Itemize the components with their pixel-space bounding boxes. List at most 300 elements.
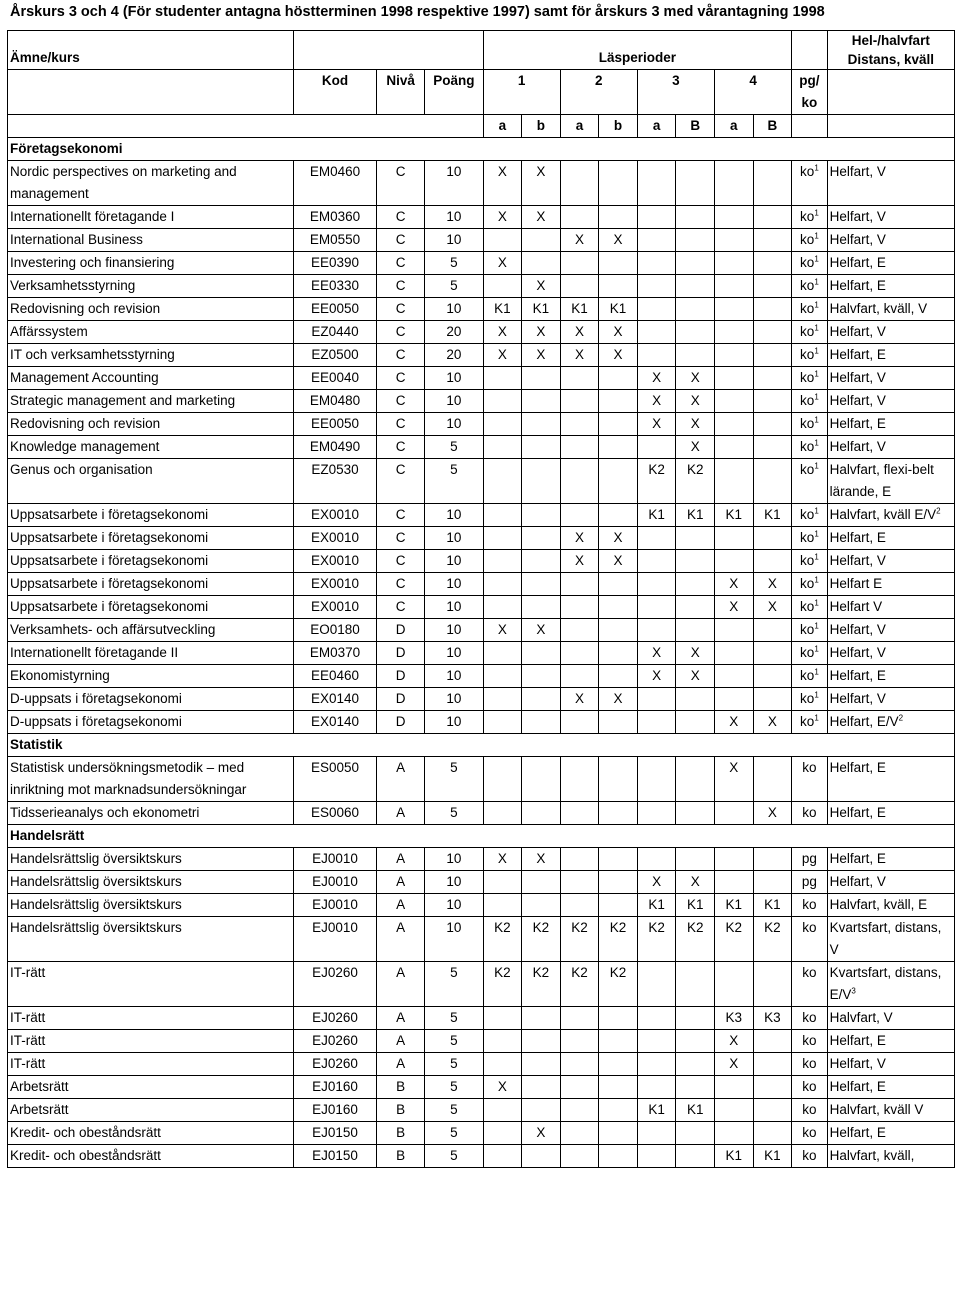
period-mark: X [676, 642, 715, 665]
period-mark [637, 275, 676, 298]
course-code: EJ0010 [293, 871, 376, 894]
period-mark [715, 1099, 754, 1122]
period-mark [753, 1076, 792, 1099]
study-mode [827, 229, 954, 252]
course-points: 10 [425, 688, 483, 711]
grade-value: ko [800, 164, 815, 179]
period-mark [715, 413, 754, 436]
period-mark [522, 711, 561, 734]
period-mark: X [599, 688, 638, 711]
period-mark [676, 1007, 715, 1030]
grade-footnote: 1 [814, 231, 819, 241]
study-mode [827, 459, 954, 504]
course-points: 5 [425, 1099, 483, 1122]
course-name: Management Accounting [8, 367, 294, 390]
grade-cell [792, 229, 827, 252]
header-row-1 [8, 31, 955, 70]
course-points: 5 [425, 1122, 483, 1145]
period-mark [753, 344, 792, 367]
table-row [8, 1053, 955, 1076]
course-name: Redovisning och revision [8, 298, 294, 321]
study-mode-text: Helfart, V [829, 874, 886, 889]
period-mark [637, 573, 676, 596]
section-title: Företagsekonomi [8, 138, 955, 161]
grade-cell [792, 504, 827, 527]
grade-value: ko [800, 439, 815, 454]
study-mode [827, 802, 954, 825]
period-mark [599, 1099, 638, 1122]
period-mark: X [599, 229, 638, 252]
grade-value: ko [800, 599, 815, 614]
course-points: 10 [425, 229, 483, 252]
period-mark [599, 848, 638, 871]
grade-footnote: 1 [814, 461, 819, 471]
period-mark: X [715, 573, 754, 596]
study-mode-text: Halvfart, kväll E/V [829, 507, 937, 522]
period-mark [753, 206, 792, 229]
grade-footnote: 1 [814, 254, 819, 264]
period-mark: K3 [753, 1007, 792, 1030]
study-mode [827, 573, 954, 596]
course-level: C [377, 344, 425, 367]
period-mark: X [637, 642, 676, 665]
course-code: EZ0440 [293, 321, 376, 344]
course-code: EE0330 [293, 275, 376, 298]
study-mode [827, 1099, 954, 1122]
period-mark [637, 1053, 676, 1076]
table-row [8, 504, 955, 527]
study-mode-text: Helfart, V [829, 645, 886, 660]
period-mark [715, 206, 754, 229]
period-mark [599, 642, 638, 665]
grade-value: ko [800, 668, 815, 683]
period-mark [599, 275, 638, 298]
period-mark [522, 688, 561, 711]
period-mark: K1 [599, 298, 638, 321]
period-mark [753, 962, 792, 1007]
study-mode-text: Halvfart, kväll, E [829, 897, 928, 912]
course-level: C [377, 367, 425, 390]
sub-header-4b: B [753, 115, 792, 138]
period-mark [599, 161, 638, 206]
course-level: A [377, 962, 425, 1007]
course-points: 10 [425, 504, 483, 527]
period-mark [715, 642, 754, 665]
sub-header-3b: B [676, 115, 715, 138]
study-mode-text: Helfart, E [829, 851, 886, 866]
period-mark: X [560, 527, 599, 550]
study-mode [827, 367, 954, 390]
grade-cell [792, 757, 827, 802]
course-name: Affärssystem [8, 321, 294, 344]
sub-header-4a: a [715, 115, 754, 138]
course-name: Tidsserieanalys och ekonometri [8, 802, 294, 825]
study-mode-text: Helfart, E [829, 530, 886, 545]
period-mark: X [599, 321, 638, 344]
course-name: IT-rätt [8, 1053, 294, 1076]
grade-value: pg [801, 851, 817, 866]
study-mode-text: Helfart, E [829, 416, 886, 431]
course-points: 10 [425, 367, 483, 390]
grade-footnote: 1 [814, 346, 819, 356]
course-level: A [377, 871, 425, 894]
grade-value: ko [802, 1056, 817, 1071]
period-mark: X [483, 848, 522, 871]
table-row [8, 344, 955, 367]
period-mark [522, 894, 561, 917]
course-level: A [377, 1007, 425, 1030]
period-mark [753, 161, 792, 206]
grade-value: ko [802, 760, 817, 775]
period-mark [753, 527, 792, 550]
period-mark: X [483, 161, 522, 206]
period-mark [637, 619, 676, 642]
table-row [8, 436, 955, 459]
period-mark: X [522, 344, 561, 367]
period-mark: K2 [522, 917, 561, 962]
grade-footnote: 1 [814, 208, 819, 218]
grade-value: ko [802, 1079, 817, 1094]
course-code: EM0490 [293, 436, 376, 459]
period-mark [483, 436, 522, 459]
period-mark: X [637, 390, 676, 413]
period-mark [560, 596, 599, 619]
period-mark [637, 848, 676, 871]
study-mode-text: Helfart, V [829, 324, 886, 339]
period-mark [599, 1030, 638, 1053]
course-level: C [377, 275, 425, 298]
grade-value: ko [802, 897, 817, 912]
period-mark [676, 550, 715, 573]
period-mark: K2 [483, 962, 522, 1007]
course-points: 10 [425, 619, 483, 642]
mode-footnote: 2 [936, 506, 941, 516]
course-code: EM0550 [293, 229, 376, 252]
period-mark: X [676, 871, 715, 894]
section-row [8, 734, 955, 757]
period-mark [560, 1007, 599, 1030]
course-code: EM0460 [293, 161, 376, 206]
period-mark: X [753, 573, 792, 596]
period-mark [522, 1053, 561, 1076]
period-mark [676, 527, 715, 550]
period-mark [753, 642, 792, 665]
course-level: B [377, 1099, 425, 1122]
sub-header-2a: a [560, 115, 599, 138]
period-mark [715, 161, 754, 206]
course-points: 5 [425, 1076, 483, 1099]
grade-cell [792, 573, 827, 596]
grade-value: ko [800, 255, 815, 270]
period-mark [560, 802, 599, 825]
course-points: 10 [425, 413, 483, 436]
study-mode-text: Helfart, V [829, 393, 886, 408]
study-mode-text: Helfart, E [829, 760, 886, 775]
grade-cell [792, 413, 827, 436]
course-level: D [377, 665, 425, 688]
course-points: 5 [425, 802, 483, 825]
period-mark [753, 1122, 792, 1145]
grade-value: ko [800, 462, 815, 477]
period-mark [715, 619, 754, 642]
period-mark [560, 1076, 599, 1099]
grade-cell [792, 665, 827, 688]
period-mark: X [599, 550, 638, 573]
grade-cell [792, 1007, 827, 1030]
period-mark [715, 321, 754, 344]
period-mark [522, 1076, 561, 1099]
period-mark: X [715, 596, 754, 619]
mode-header-line2: Distans, kväll [847, 52, 934, 67]
period-mark: K2 [715, 917, 754, 962]
period-mark [599, 1076, 638, 1099]
course-level: B [377, 1145, 425, 1168]
study-mode-text: Helfart, V [829, 209, 886, 224]
table-row [8, 711, 955, 734]
period-mark: X [753, 802, 792, 825]
grade-footnote: 1 [814, 392, 819, 402]
course-name: Strategic management and marketing [8, 390, 294, 413]
section-title: Statistik [8, 734, 955, 757]
course-points: 10 [425, 573, 483, 596]
study-mode [827, 871, 954, 894]
course-points: 10 [425, 848, 483, 871]
period-mark: X [599, 527, 638, 550]
period-mark: K1 [676, 504, 715, 527]
table-row [8, 802, 955, 825]
period-mark [715, 802, 754, 825]
study-mode [827, 848, 954, 871]
table-row [8, 1099, 955, 1122]
period-mark [483, 367, 522, 390]
mode-footnote: 3 [851, 986, 856, 996]
study-mode-text: Helfart, E [829, 668, 886, 683]
course-level: D [377, 711, 425, 734]
course-code: EJ0010 [293, 894, 376, 917]
period-mark: X [560, 550, 599, 573]
study-mode-text: Helfart, V [829, 370, 886, 385]
period-mark [637, 229, 676, 252]
study-mode [827, 344, 954, 367]
period-mark [599, 711, 638, 734]
period-mark [599, 436, 638, 459]
study-mode-text: Helfart, V [829, 232, 886, 247]
study-mode-text: Helfart, V [829, 439, 886, 454]
period-mark [560, 871, 599, 894]
course-code: EJ0160 [293, 1076, 376, 1099]
period-mark: X [599, 344, 638, 367]
study-mode-text: Helfart, E [829, 1079, 886, 1094]
table-row [8, 596, 955, 619]
table-row [8, 1030, 955, 1053]
period-mark [753, 1053, 792, 1076]
period-mark: K2 [483, 917, 522, 962]
course-code: EJ0150 [293, 1122, 376, 1145]
period-mark [483, 871, 522, 894]
period-mark [676, 1145, 715, 1168]
study-mode [827, 619, 954, 642]
period-mark: X [483, 321, 522, 344]
study-mode [827, 1145, 954, 1168]
period-mark [637, 1145, 676, 1168]
grade-cell [792, 390, 827, 413]
period-mark [522, 367, 561, 390]
period-mark [676, 711, 715, 734]
course-code: EJ0260 [293, 1030, 376, 1053]
period-mark: X [676, 367, 715, 390]
period-mark [483, 802, 522, 825]
study-mode [827, 504, 954, 527]
course-name: IT-rätt [8, 1030, 294, 1053]
course-points: 5 [425, 252, 483, 275]
period-mark: X [676, 665, 715, 688]
period-mark: K1 [637, 894, 676, 917]
course-points: 10 [425, 711, 483, 734]
period-mark [599, 596, 638, 619]
period-mark [483, 665, 522, 688]
period-mark: X [715, 1030, 754, 1053]
period-mark: K1 [676, 1099, 715, 1122]
period-mark [522, 436, 561, 459]
period-mark [676, 1053, 715, 1076]
grade-cell [792, 161, 827, 206]
period-mark [753, 848, 792, 871]
course-name: Uppsatsarbete i företagsekonomi [8, 596, 294, 619]
period-mark: K2 [676, 459, 715, 504]
grade-footnote: 1 [814, 438, 819, 448]
period-mark [637, 527, 676, 550]
study-mode-text: Kvartsfart, distans, V [829, 920, 942, 957]
period-mark: X [676, 390, 715, 413]
period-mark [483, 1099, 522, 1122]
table-row [8, 1145, 955, 1168]
table-row [8, 298, 955, 321]
course-points: 10 [425, 161, 483, 206]
period-mark: K1 [676, 894, 715, 917]
period-mark [753, 871, 792, 894]
table-row [8, 665, 955, 688]
course-name: Uppsatsarbete i företagsekonomi [8, 573, 294, 596]
study-mode-text: Helfart, E [829, 1033, 886, 1048]
course-name: Uppsatsarbete i företagsekonomi [8, 527, 294, 550]
course-code: EZ0530 [293, 459, 376, 504]
study-mode [827, 917, 954, 962]
period-mark: X [637, 367, 676, 390]
grade-cell [792, 596, 827, 619]
course-name: IT och verksamhetsstyrning [8, 344, 294, 367]
period-mark [522, 550, 561, 573]
study-mode-text: Kvartsfart, distans, E/V [829, 965, 942, 1002]
study-mode [827, 436, 954, 459]
course-points: 5 [425, 1053, 483, 1076]
period-mark [715, 871, 754, 894]
period-mark [715, 527, 754, 550]
course-code: EX0010 [293, 527, 376, 550]
study-mode-text: Helfart, E [829, 1125, 886, 1140]
sub-header-2b: b [599, 115, 638, 138]
course-code: EJ0160 [293, 1099, 376, 1122]
period-mark [560, 1030, 599, 1053]
course-code: EM0480 [293, 390, 376, 413]
grade-cell [792, 871, 827, 894]
period-mark: K1 [715, 894, 754, 917]
period-mark [637, 1122, 676, 1145]
study-mode [827, 527, 954, 550]
grade-cell [792, 550, 827, 573]
period-mark [676, 962, 715, 1007]
period-mark [753, 252, 792, 275]
period-mark [753, 321, 792, 344]
period-mark [676, 298, 715, 321]
grade-footnote: 1 [814, 506, 819, 516]
course-code: EE0460 [293, 665, 376, 688]
course-points: 10 [425, 642, 483, 665]
period-mark [483, 1145, 522, 1168]
grade-cell [792, 711, 827, 734]
grade-cell [792, 206, 827, 229]
period-mark [560, 642, 599, 665]
period-mark: K1 [483, 298, 522, 321]
course-code: EZ0500 [293, 344, 376, 367]
period-1-header: 1 [483, 70, 560, 115]
course-code: EX0010 [293, 504, 376, 527]
period-mark [483, 550, 522, 573]
period-mark [715, 367, 754, 390]
table-row [8, 161, 955, 206]
period-mark [637, 161, 676, 206]
study-mode-text: Halvfart, V [829, 1010, 893, 1025]
course-level: C [377, 321, 425, 344]
period-mark [560, 252, 599, 275]
grade-footnote: 1 [814, 667, 819, 677]
study-mode [827, 298, 954, 321]
period-mark: X [522, 206, 561, 229]
table-row [8, 871, 955, 894]
table-row [8, 252, 955, 275]
period-mark [715, 665, 754, 688]
period-mark [637, 344, 676, 367]
period-mark [522, 596, 561, 619]
course-name: Arbetsrätt [8, 1076, 294, 1099]
period-mark: K2 [637, 459, 676, 504]
period-mark [560, 1122, 599, 1145]
course-code: ES0060 [293, 802, 376, 825]
sub-header-1a: a [483, 115, 522, 138]
table-row [8, 688, 955, 711]
period-mark: X [483, 1076, 522, 1099]
period-mark [676, 1122, 715, 1145]
period-mark [483, 275, 522, 298]
table-row [8, 321, 955, 344]
course-points: 10 [425, 550, 483, 573]
grade-cell [792, 1076, 827, 1099]
course-name: Verksamhets- och affärsutveckling [8, 619, 294, 642]
period-mark [715, 1076, 754, 1099]
course-level: A [377, 1053, 425, 1076]
study-mode [827, 1122, 954, 1145]
course-level: C [377, 390, 425, 413]
period-mark [483, 894, 522, 917]
period-mark: X [676, 413, 715, 436]
period-mark: K1 [522, 298, 561, 321]
grade-footnote: 1 [814, 529, 819, 539]
course-code: EJ0010 [293, 917, 376, 962]
study-mode-text: Helfart, V [829, 691, 886, 706]
grade-footnote: 1 [814, 323, 819, 333]
grade-cell [792, 848, 827, 871]
period-mark [753, 459, 792, 504]
grade-cell [792, 962, 827, 1007]
